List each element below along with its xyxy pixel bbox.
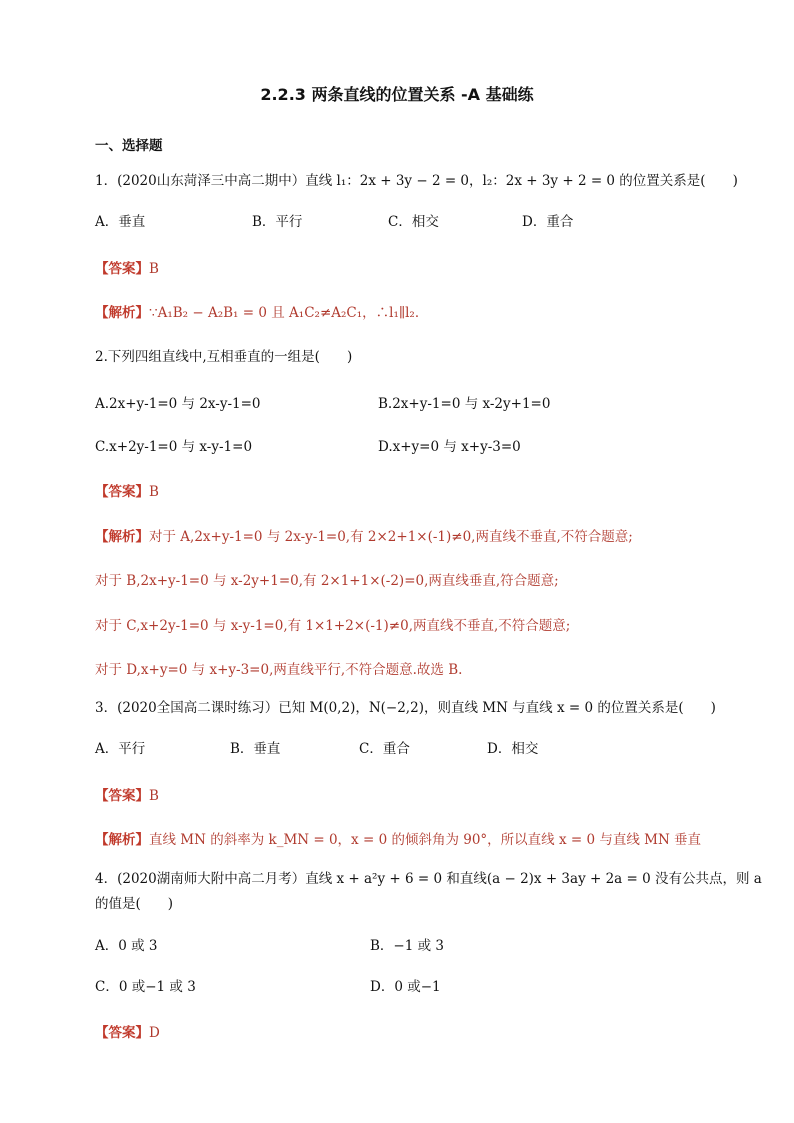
q3-option-b: B．垂直 [230, 741, 281, 757]
q4-option-d: D．0 或−1 [370, 979, 441, 995]
analysis-tag: 【解析】 [95, 832, 149, 848]
q1-option-b: B．平行 [252, 214, 303, 230]
question-4-stem-line-2: 的值是( ) [95, 896, 174, 912]
q1-analysis [95, 304, 428, 322]
question-3-stem: 3．(2020全国高二课时练习）已知 M(0,2)，N(−2,2)，则直线 MN 与直线 x = 0 的位置关系是( ) [95, 700, 716, 716]
question-2-stem: 2.下列四组直线中,互相垂直的一组是( ) [95, 349, 353, 365]
q1-answer-value: B [149, 261, 159, 277]
page-title: 2.2.3 两条直线的位置关系 -A 基础练 [260, 85, 534, 104]
q2-analysis-3: 对于 C,x+2y-1=0 与 x-y-1=0,有 1×1+2×(-1)≠0,两直线不垂直,不符合题意; [95, 618, 571, 634]
q4-answer [95, 1024, 160, 1042]
q3-option-a: A．平行 [95, 741, 146, 757]
answer-tag: 【答案】 [95, 1025, 149, 1041]
q1-analysis-text: ∵A₁B₂ − A₂B₁ = 0 且 A₁C₂≠A₂C₁，∴l₁∥l₂． [149, 305, 429, 321]
q2-analysis-1 [95, 528, 633, 546]
q1-option-d: D．重合 [522, 214, 574, 230]
answer-tag: 【答案】 [95, 484, 149, 500]
answer-tag: 【答案】 [95, 261, 149, 277]
q2-option-d: D.x+y=0 与 x+y-3=0 [378, 439, 521, 455]
q2-option-a: A.2x+y-1=0 与 2x-y-1=0 [95, 396, 261, 412]
q4-option-c: C．0 或−1 或 3 [95, 979, 196, 995]
q3-answer [95, 787, 159, 805]
q1-answer [95, 260, 159, 278]
q4-option-b: B．−1 或 3 [370, 938, 444, 954]
q3-option-d: D．相交 [487, 741, 539, 757]
q2-answer [95, 483, 159, 501]
q3-analysis-text: 直线 MN 的斜率为 k_MN = 0，x = 0 的倾斜角为 90°，所以直线 x = 0 与直线 MN 垂直 [149, 832, 702, 848]
q2-option-c: C.x+2y-1=0 与 x-y-1=0 [95, 439, 253, 455]
question-1-stem: 1．(2020山东菏泽三中高二期中）直线 l₁：2x + 3y − 2 = 0，l₂：2x + 3y + 2 = 0 的位置关系是( ) [95, 173, 738, 189]
q1-option-a: A．垂直 [95, 214, 146, 230]
q3-option-c: C．重合 [359, 741, 410, 757]
answer-tag: 【答案】 [95, 788, 149, 804]
analysis-tag: 【解析】 [95, 305, 149, 321]
q2-answer-value: B [149, 484, 159, 500]
q1-option-c: C．相交 [388, 214, 439, 230]
q2-analysis-text-1: 对于 A,2x+y-1=0 与 2x-y-1=0,有 2×2+1×(-1)≠0,两直线不垂直,不符合题意; [149, 529, 633, 545]
q3-answer-value: B [149, 788, 159, 804]
q4-option-a: A．0 或 3 [95, 938, 158, 954]
q2-analysis-2: 对于 B,2x+y-1=0 与 x-2y+1=0,有 2×1+1×(-2)=0,两直线垂直,符合题意; [95, 573, 559, 589]
q3-analysis [95, 831, 701, 849]
question-4-stem-line-1: 4．(2020湖南师大附中高二月考）直线 x + a²y + 6 = 0 和直线(a − 2)x + 3ay + 2a = 0 没有公共点，则 a [95, 871, 762, 887]
q2-analysis-4: 对于 D,x+y=0 与 x+y-3=0,两直线平行,不符合题意.故选 B. [95, 662, 463, 678]
q2-option-b: B.2x+y-1=0 与 x-2y+1=0 [378, 396, 551, 412]
section-heading: 一、选择题 [95, 138, 163, 154]
q4-answer-value: D [149, 1025, 160, 1041]
analysis-tag: 【解析】 [95, 529, 149, 545]
